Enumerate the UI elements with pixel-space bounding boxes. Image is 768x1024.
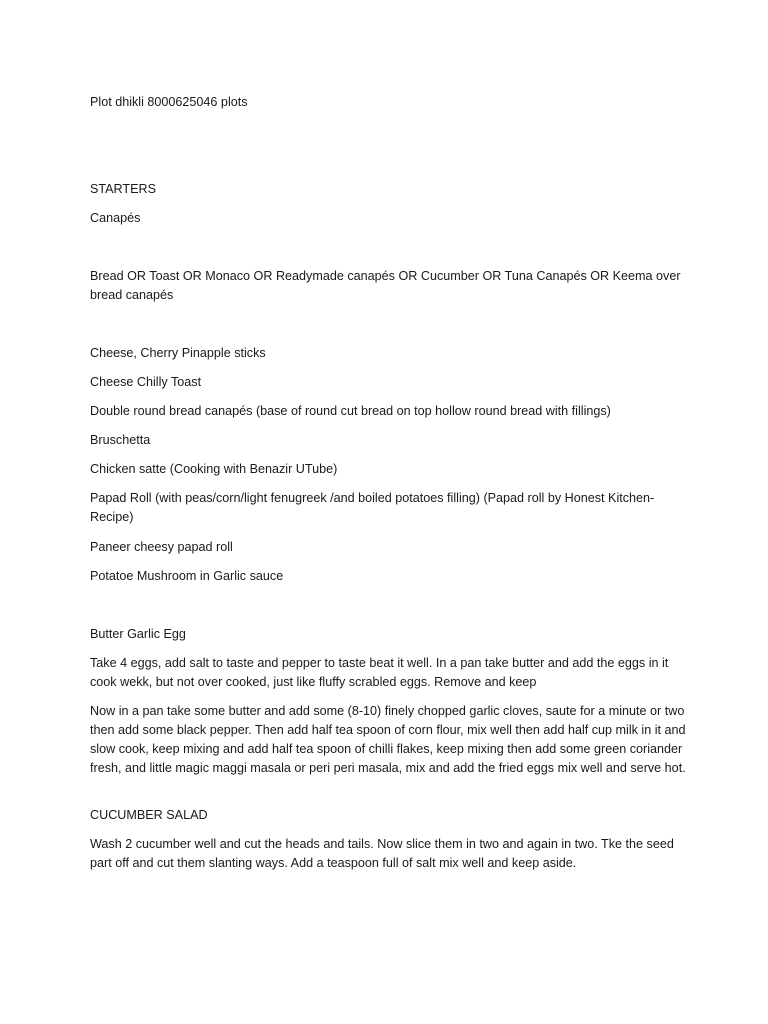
- recipe-step-paragraph: Take 4 eggs, add salt to taste and pepper to taste beat it well. In a pan take butter and add the eggs in it cook wekk, but not over cooked, just like fluffy scrabled eggs. Remove and keep: [90, 656, 669, 689]
- section-heading-starters: STARTERS: [90, 182, 157, 196]
- starter-item: Double round bread canapés (base of round cut bread on top hollow round bread with fillings): [90, 404, 611, 418]
- starter-item: Cheese, Cherry Pinapple sticks: [90, 346, 266, 360]
- header-text: Plot dhikli 8000625046 plots: [90, 95, 248, 109]
- subheading-canapes: Canapés: [90, 211, 141, 225]
- starter-item: Papad Roll (with peas/corn/light fenugreek /and boiled potatoes filling) (Papad roll by Honest Kitchen-Recipe): [90, 491, 655, 524]
- starter-item: Potatoe Mushroom in Garlic sauce: [90, 569, 284, 583]
- recipe-step-paragraph: Wash 2 cucumber well and cut the heads and tails. Now slice them in two and again in two. Tke the seed part off and cut them slanting ways. Add a teaspoon full of salt mix well and keep aside.: [90, 837, 674, 870]
- recipe-title-cucumber-salad: CUCUMBER SALAD: [90, 808, 208, 822]
- starter-item: Cheese Chilly Toast: [90, 375, 202, 389]
- canapes-options-paragraph: Bread OR Toast OR Monaco OR Readymade canapés OR Cucumber OR Tuna Canapés OR Keema over bread canapés: [90, 269, 681, 302]
- recipe-step-paragraph: Now in a pan take some butter and add some (8-10) finely chopped garlic cloves, saute for a minute or two then add some black pepper. Then add half tea spoon of corn flour, mix well then add half cup milk in it and slow cook, keep mixing and add half tea spoon of chilli flakes, keep mixing then add some green coriander fresh, and little magic maggi masala or peri peri masala, mix and add the fried eggs mix well and serve hot.: [90, 704, 686, 775]
- starter-item: Chicken satte (Cooking with Benazir UTube): [90, 462, 338, 476]
- starter-item: Bruschetta: [90, 433, 151, 447]
- starter-item: Paneer cheesy papad roll: [90, 540, 233, 554]
- recipe-title-butter-garlic-egg: Butter Garlic Egg: [90, 627, 186, 641]
